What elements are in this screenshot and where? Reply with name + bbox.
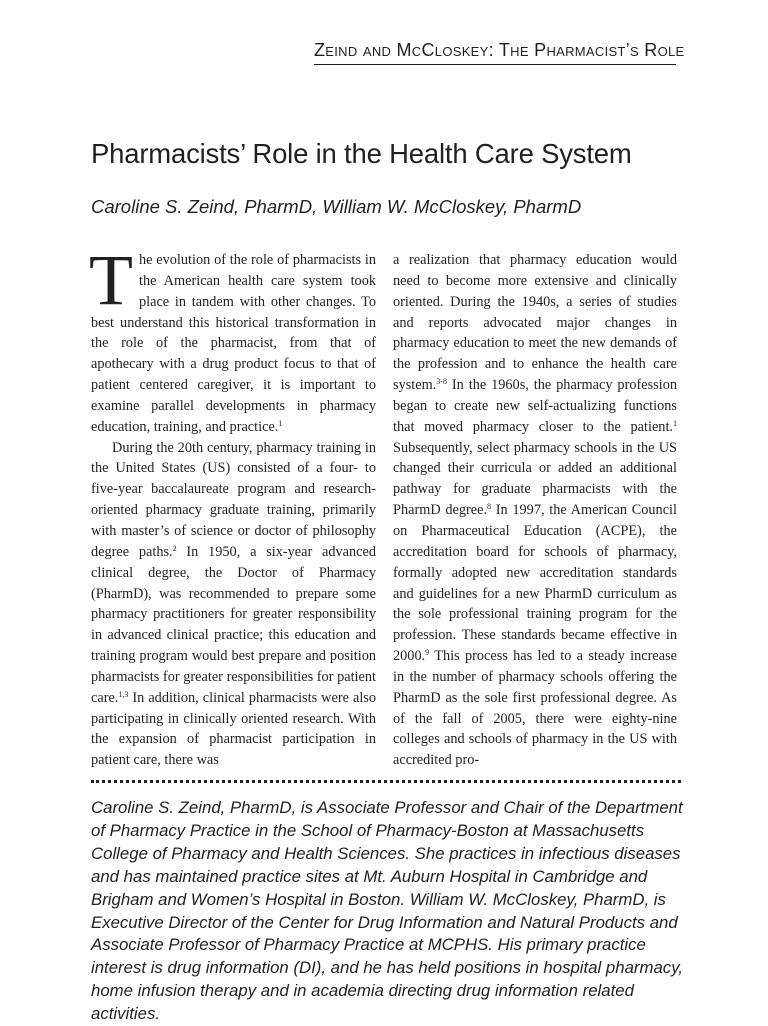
paragraph-text: Subsequently, select pharmacy schools in the US changed their curricula or added an additional pathway for graduate pharmacists with the PharmD degree. bbox=[393, 439, 677, 519]
citation-ref: 8 bbox=[487, 502, 492, 512]
paragraph-text: a realization that pharmacy education would need to become more extensive and clinically oriented. During the 1940s, a series of studies and reports advocated major changes in pharmacy education to meet the new demands of the profession and to enhance the health care system. bbox=[393, 252, 677, 394]
citation-ref: 9 bbox=[425, 648, 430, 658]
citation-ref: 3-8 bbox=[436, 377, 447, 387]
running-head: Zeind and McCloskey: The Pharmacist’s Role bbox=[314, 40, 676, 65]
citation-ref: 1 bbox=[278, 418, 283, 428]
author-line: Caroline S. Zeind, PharmD, William W. McCloskey, PharmD bbox=[91, 196, 582, 217]
paragraph-text: During the 20th century, pharmacy training in the United States (US) consisted of a four- to five-year baccalaureate program and research-oriented pharmacy graduate training, primarily with master’s of science or doctor of philosophy degree paths. bbox=[91, 439, 376, 560]
body-column-left bbox=[89, 240, 376, 771]
body-column-right bbox=[393, 250, 677, 771]
dotted-divider bbox=[91, 780, 681, 783]
author-bio: Caroline S. Zeind, PharmD, is Associate Professor and Chair of the Department of Pharmacy Practice in the School of Pharmacy-Boston at Massachusetts College of Pharmacy and Health Sciences. She practices in infectious diseases and has maintained practice sites at Mt. Auburn Hospital in Cambridge and Brigham and Women’s Hospital in Boston. William W. McCloskey, PharmD, is Executive Director of the Center for Drug Information and Natural Products and Associate Professor of Pharmacy Practice at MCPHS. His primary practice interest is drug information (DI), and he has held positions in hospital pharmacy, home infusion therapy and in academia directing drug information related activities. bbox=[91, 798, 683, 1024]
citation-ref: 1 bbox=[673, 418, 677, 428]
paragraph-text: In addition, clinical pharmacists were also participating in clinically oriented research. With the expansion of pharmacist participation in patient care, there was bbox=[91, 689, 376, 769]
drop-cap: T bbox=[89, 240, 133, 320]
paragraph-text: In 1997, the American Council on Pharmaceutical Education (ACPE), the accreditation board for schools of pharmacy, formally adopted new accreditation standards and guidelines for a new PharmD curriculum as the sole professional training program for the profession. These standards became effective in 2000. bbox=[393, 502, 677, 665]
paragraph-text: In the 1960s, the pharmacy profession began to create new self-actualizing functions that moved pharmacy closer to the patient. bbox=[393, 377, 677, 435]
paragraph-text: This process has led to a steady increase in the number of pharmacy schools offering the PharmD as the sole first professional degree. As of the fall of 2005, there were eighty-nine colleges and schools of pharmacy in the US with accredited pro- bbox=[393, 648, 677, 769]
paragraph bbox=[91, 438, 376, 772]
paragraph-text: he evolution of the role of pharmacists in the American health care system took place in tandem with other changes. To best understand this historical transformation in the role of the pharmacist, from that of apothecary with a drug product focus to that of patient centered caregiver, it is important to examine parallel developments in pharmacy education, training, and practice. bbox=[91, 252, 376, 435]
citation-ref: 1,3 bbox=[118, 689, 129, 699]
paragraph bbox=[393, 250, 677, 771]
paragraph bbox=[89, 240, 376, 438]
citation-ref: 2 bbox=[172, 543, 177, 553]
article-title: Pharmacists’ Role in the Health Care System bbox=[91, 138, 632, 169]
paragraph-text: In 1950, a six-year advanced clinical degree, the Doctor of Pharmacy (PharmD), was recommended to prepare some pharmacy practitioners for greater responsibility in advanced clinical practice; this education and training program would best prepare and position pharmacists for greater responsibilities for patient care. bbox=[91, 543, 376, 706]
